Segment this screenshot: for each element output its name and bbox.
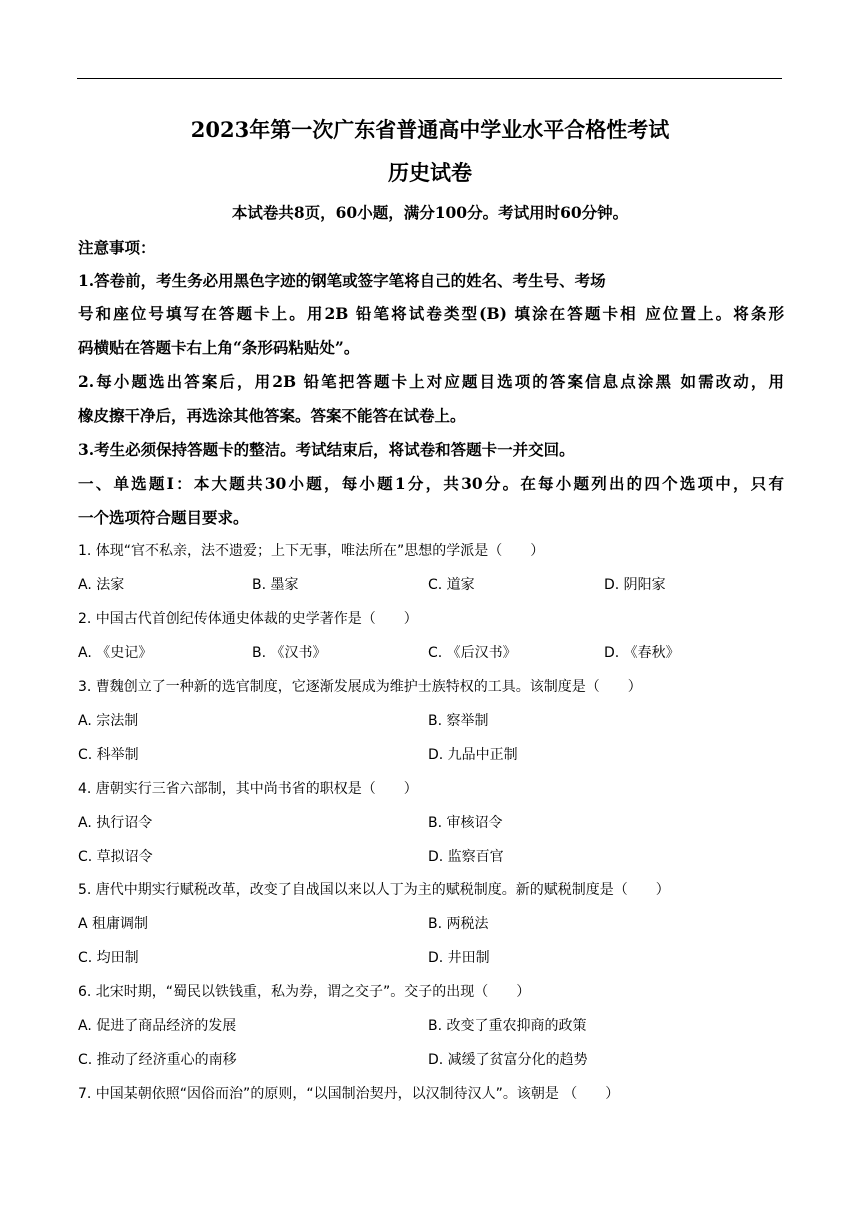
question-4-option-b: B. 审核诏令 xyxy=(428,815,503,831)
question-4-option-d: D. 监察百官 xyxy=(428,849,504,865)
question-5-option-a: A 租庸调制 xyxy=(78,916,149,932)
question-5-option-d: D. 井田制 xyxy=(428,950,490,966)
question-3-option-c: C. 科举制 xyxy=(78,747,139,763)
notice-line: 1.答卷前，考生务必用黑色字迹的钢笔或签字笔将自己的姓名、考生号、考场 xyxy=(78,271,606,290)
notice-line: 橡皮擦干净后，再选涂其他答案。答案不能答在试卷上。 xyxy=(78,406,466,425)
question-5-option-b: B. 两税法 xyxy=(428,916,489,932)
question-6-option-b: B. 改变了重农抑商的政策 xyxy=(428,1018,587,1034)
notice-heading: 注意事项： xyxy=(78,238,156,257)
question-1-option-b: B. 墨家 xyxy=(252,577,299,593)
question-3-option-a: A. 宗法制 xyxy=(78,713,139,729)
notice-line: 号和座位号填写在答题卡上。用2B 铅笔将试卷类型(B) 填涂在答题卡相 应位置上。将条形 xyxy=(78,304,784,323)
question-3-stem: 3. 曹魏创立了一种新的选官制度，它逐渐发展成为维护士族特权的工具。该制度是（ ） xyxy=(78,679,642,695)
header-rule xyxy=(77,78,782,79)
subject-title: 历史试卷 xyxy=(388,160,472,185)
question-4-stem: 4. 唐朝实行三省六部制，其中尚书省的职权是（ ） xyxy=(78,781,418,797)
question-1-option-c: C. 道家 xyxy=(428,577,475,593)
question-6-option-d: D. 减缓了贫富分化的趋势 xyxy=(428,1052,588,1068)
question-2-option-d: D. 《春秋》 xyxy=(604,645,680,661)
question-7-stem: 7. 中国某朝依照“因俗而治”的原则，“以国制治契丹，以汉制待汉人”。该朝是 （ ） xyxy=(78,1086,620,1102)
exam-info: 本试卷共8页，60小题，满分100分。考试用时60分钟。 xyxy=(231,203,629,222)
question-4-option-a: A. 执行诏令 xyxy=(78,815,153,831)
question-6-option-c: C. 推动了经济重心的南移 xyxy=(78,1052,237,1068)
question-1-option-d: D. 阴阳家 xyxy=(604,577,666,593)
question-6-stem: 6. 北宋时期，“蜀民以铁钱重，私为券，谓之交子”。交子的出现（ ） xyxy=(78,984,531,1000)
section-heading-cont: 一个选项符合题目要求。 xyxy=(78,508,249,527)
question-2-option-a: A. 《史记》 xyxy=(78,645,153,661)
question-1-option-a: A. 法家 xyxy=(78,577,125,593)
question-3-option-b: B. 察举制 xyxy=(428,713,489,729)
notice-line: 2.每小题选出答案后，用2B 铅笔把答题卡上对应题目选项的答案信息点涂黑 如需改动，用 xyxy=(78,372,784,391)
section-heading: 一、单选题Ⅰ：本大题共30小题，每小题1分，共30分。在每小题列出的四个选项中，只有 xyxy=(78,474,784,493)
question-4-option-c: C. 草拟诏令 xyxy=(78,849,153,865)
question-2-option-c: C. 《后汉书》 xyxy=(428,645,517,661)
question-1-stem: 1. 体现“官不私亲，法不遗爱；上下无事，唯法所在”思想的学派是（ ） xyxy=(78,543,545,559)
question-2-option-b: B. 《汉书》 xyxy=(252,645,327,661)
question-3-option-d: D. 九品中正制 xyxy=(428,747,518,763)
notice-line: 3.考生必须保持答题卡的整洁。考试结束后，将试卷和答题卡一并交回。 xyxy=(78,440,575,459)
notice-line: 码横贴在答题卡右上角“条形码粘贴处”。 xyxy=(78,338,360,357)
question-2-stem: 2. 中国古代首创纪传体通史体裁的史学著作是（ ） xyxy=(78,611,418,627)
question-5-option-c: C. 均田制 xyxy=(78,950,139,966)
question-6-option-a: A. 促进了商品经济的发展 xyxy=(78,1018,237,1034)
question-5-stem: 5. 唐代中期实行赋税改革，改变了自战国以来以人丁为主的赋税制度。新的赋税制度是（ ） xyxy=(78,882,670,898)
exam-title: 2023年第一次广东省普通高中学业水平合格性考试 xyxy=(190,117,670,142)
